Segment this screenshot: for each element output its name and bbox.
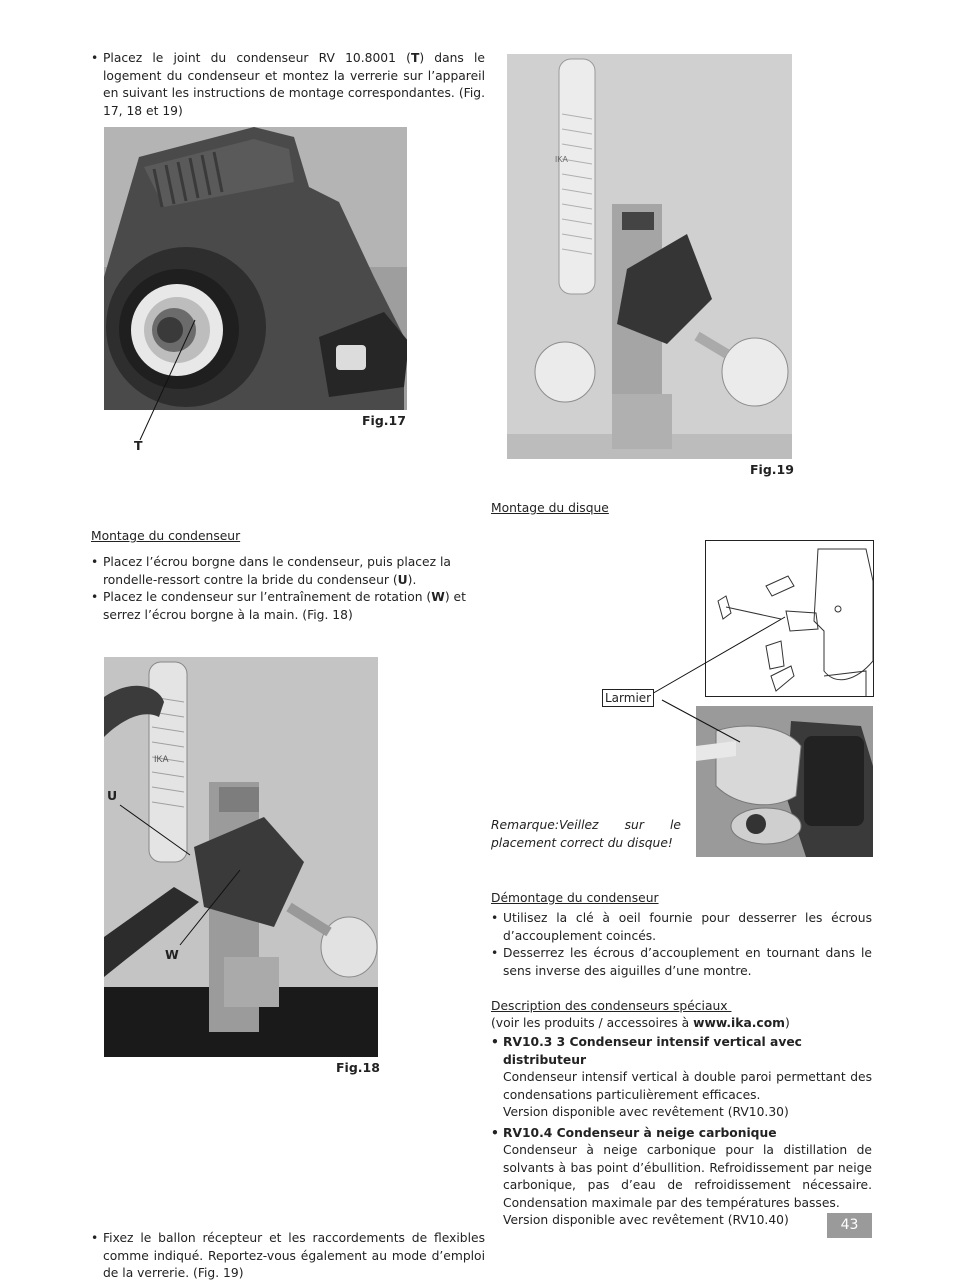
fig19-caption: Fig.19 [750,462,794,477]
disc-heading: Montage du disque [491,501,609,515]
fig17-marker-t: T [134,438,143,453]
condenser-bullet-1: • Placez l’écrou borgne dans le condenseur, puis placez la rondelle-ressort contre la bride du condenseur (U). [91,554,473,589]
larmier-label: Larmier [602,689,654,707]
special-subheading: (voir les produits / accessoires à www.ika.com) [491,1016,790,1030]
fig17-pointer-line [100,300,220,450]
code-t: T [410,51,420,65]
special-items [491,1034,872,1230]
special-heading: Description des condenseurs spéciaux [491,999,732,1013]
condenser-heading: Montage du condenseur [91,529,241,543]
dismount-bullets [491,910,872,980]
condenser-bullet-2: • Placez le condenseur sur l’entraînement de rotation (W) et serrez l’écrou borgne à la main. (Fig. 18) [91,589,473,624]
item-2-title: • RV10.4 Condenseur à neige carbonique [491,1125,872,1143]
item-2-note: Version disponible avec revêtement (RV10.40) [503,1213,789,1227]
item-1-note: Version disponible avec revêtement (RV10.30) [503,1105,789,1119]
ika-link[interactable]: www.ika.com [693,1016,785,1030]
larmier-pointer-lines [640,600,820,760]
fig17-caption: Fig.17 [362,413,406,428]
fig19-photo [507,54,792,459]
fig18-pointer-lines [110,800,250,960]
final-bullet: • Fixez le ballon récepteur et les raccordements de flexibles comme indiqué. Reportez-vous également au mode d’emploi de la verrerie. (Fig. 19) [91,1230,485,1283]
fig19-brand-label: IKA [555,155,568,164]
item-1-title: • RV10.3 3 Condenseur intensif vertical avec distributeur [491,1034,872,1069]
remark: Remarque:Veillez sur le placement correct du disque! [491,818,681,850]
dismount-heading: Démontage du condenseur [491,891,659,905]
condenser-bullets [91,554,473,624]
fig18-marker-u: U [107,788,118,803]
dismount-bullet-2: • Desserrez les écrous d’accouplement en tournant dans le sens inverse des aiguilles d’une montre. [491,945,872,980]
fig18-marker-w: W [165,947,179,962]
item-2-body: Condenseur à neige carbonique pour la distillation de solvants à bas point d’ébullition. Refroidissement par neige carbonique, pas d’eau de refroidissement nécessaire. Condensation maximale par des températures basses. [503,1143,872,1210]
fig18-caption: Fig.18 [336,1060,380,1075]
item-1-body: Condenseur intensif vertical à double paroi permettant des condensations particulièrement efficaces. [503,1070,872,1102]
fig18-brand-label: IKA [154,754,169,764]
dismount-bullet-1: • Utilisez la clé à oeil fournie pour desserrer les écrous d’accouplement coincés. [491,910,872,945]
page-number: 43 [827,1213,872,1238]
intro-bullet: • Placez le joint du condenseur RV 10.8001 (T) dans le logement du condenseur et montez la verrerie sur l’appareil en suivant les instructions de montage correspondantes. (Fig. 17, 18 et 19) [91,50,485,120]
